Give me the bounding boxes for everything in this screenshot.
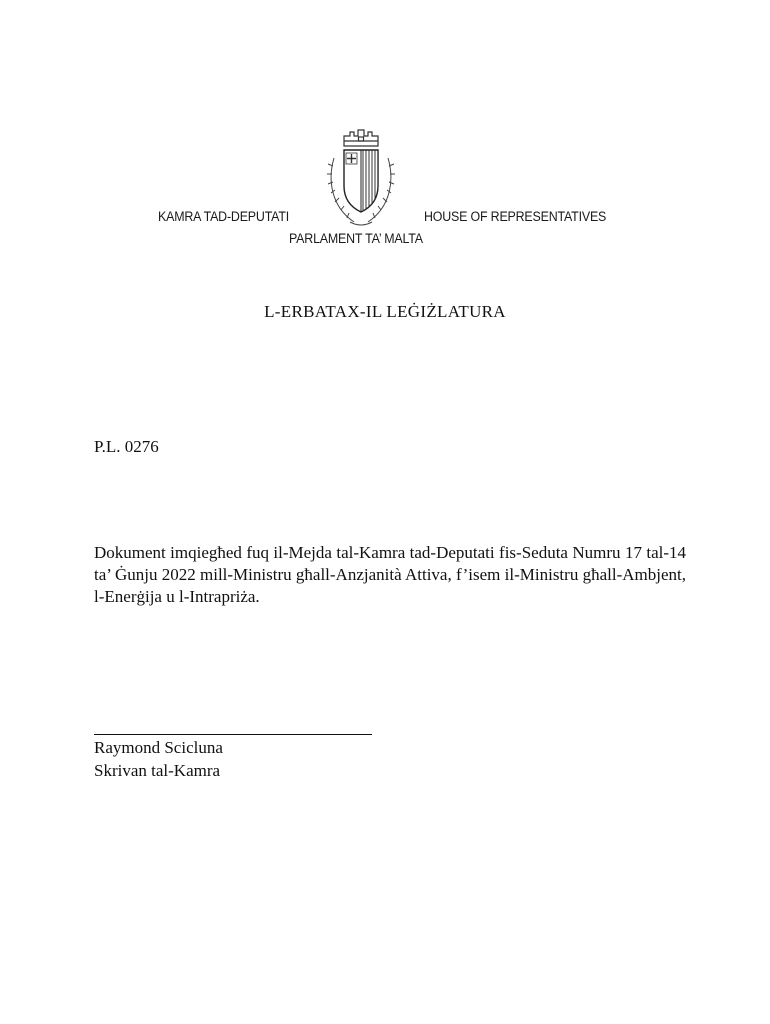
- document-reference: P.L. 0276: [94, 437, 159, 456]
- coat-of-arms-icon: [324, 128, 398, 230]
- document-body: Dokument imqiegħed fuq il-Mejda tal-Kamra tad-Deputati fis-Seduta Numru 17 tal-14 ta’ Ġunju 2022 mill-Ministru għall-Anzjanità Attiva, f’isem il-Ministru għall-Ambjent, l-Enerġija u l-Intrapriża.: [94, 543, 686, 606]
- signer-name: Raymond Scicluna: [94, 738, 223, 757]
- document-title: L-ERBATAX-IL LEĠIŻLATURA: [264, 302, 506, 321]
- header-center-label: PARLAMENT TA’ MALTA: [289, 231, 423, 246]
- signer-role: Skrivan tal-Kamra: [94, 761, 221, 780]
- signature-line: [94, 734, 372, 735]
- header-right-label: HOUSE OF REPRESENTATIVES: [424, 209, 607, 224]
- header-left-label: KAMRA TAD-DEPUTATI: [158, 209, 290, 224]
